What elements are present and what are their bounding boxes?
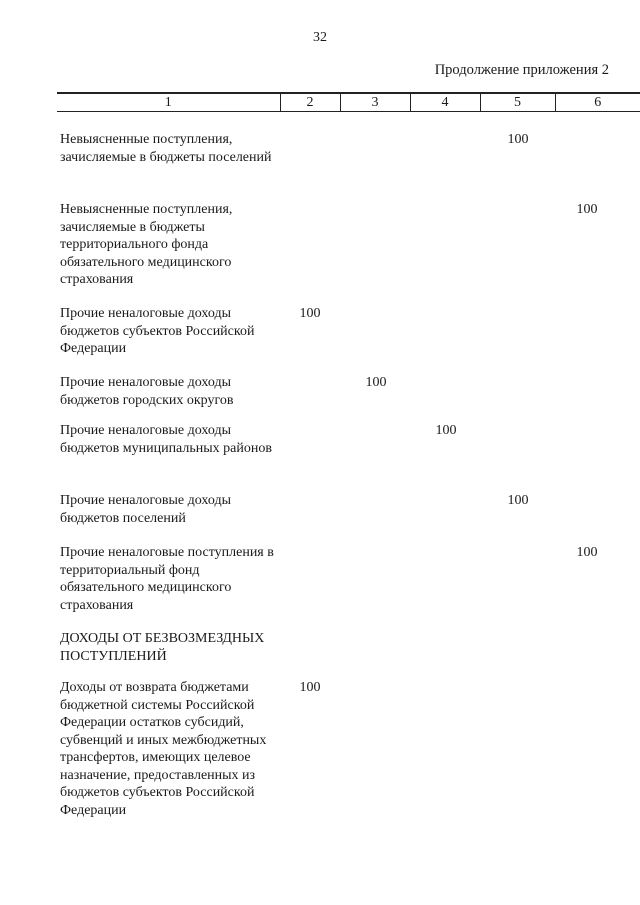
row-label: Невыясненные поступления, зачисляемые в бюджеты поселений <box>60 132 272 165</box>
column-header: 3 <box>340 93 410 112</box>
row-label: Доходы от возврата бюджетами бюджетной системы Российской Федерации остатков субсидий, субвенций и иных межбюджетных трансфертов, имеющих целевое назначение, предоставленных из бюджетов субъектов Российской Федерации <box>60 680 267 818</box>
row-label: Невыясненные поступления, зачисляемые в бюджеты территориального фонда обязательного медицинского страхования <box>60 202 233 287</box>
row-label: Прочие неналоговые поступления в территориальный фонд обязательного медицинского страхования <box>60 545 274 613</box>
row-label: Прочие неналоговые доходы бюджетов муниципальных районов <box>60 423 272 456</box>
row-value: 100 <box>365 375 387 390</box>
column-header: 5 <box>480 93 555 112</box>
row-label: Прочие неналоговые доходы бюджетов городских округов <box>60 375 234 408</box>
row-value: 100 <box>576 545 598 560</box>
column-header: 2 <box>280 93 340 112</box>
column-header: 4 <box>410 93 480 112</box>
row-value: 100 <box>576 202 598 217</box>
column-header: 6 <box>555 93 640 112</box>
section-heading: ДОХОДЫ ОТ БЕЗВОЗМЕЗДНЫХ ПОСТУПЛЕНИЙ <box>60 631 265 664</box>
row-value: 100 <box>507 493 529 508</box>
row-value: 100 <box>299 306 321 321</box>
row-label: Прочие неналоговые доходы бюджетов поселений <box>60 493 232 526</box>
row-value: 100 <box>507 132 529 147</box>
row-value: 100 <box>435 423 457 438</box>
column-header: 1 <box>57 93 280 112</box>
continuation-title: Продолжение приложения 2 <box>434 62 609 78</box>
row-value: 100 <box>299 680 321 695</box>
row-label: Прочие неналоговые доходы бюджетов субъектов Российской Федерации <box>60 306 255 356</box>
page-number: 32 <box>313 30 327 45</box>
